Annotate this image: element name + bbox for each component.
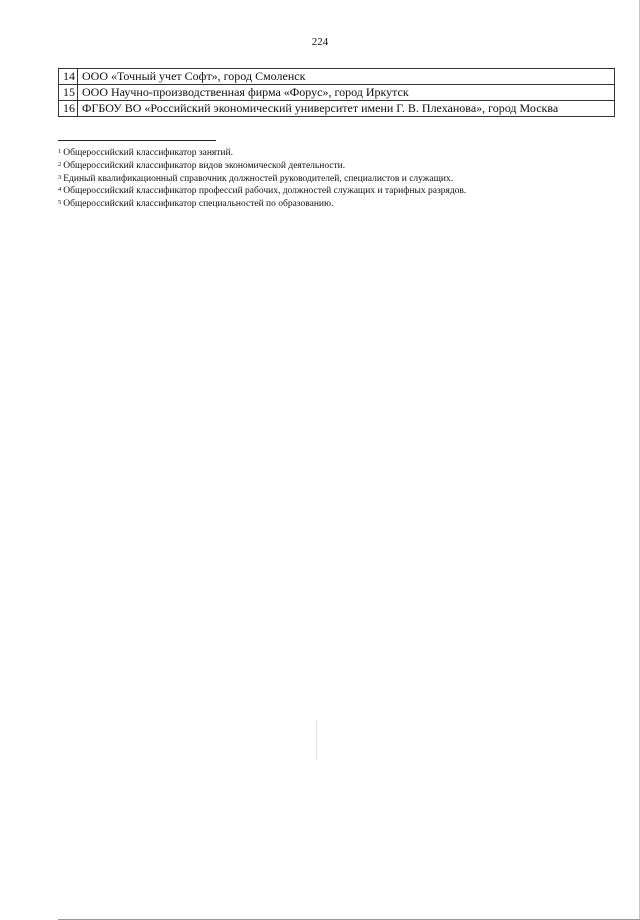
page-number: 224 — [311, 36, 329, 48]
footnote-mark: 1 — [58, 148, 62, 155]
table-row — [59, 85, 615, 101]
footnote-text: Общероссийский классификатор специальностей по образованию. — [63, 199, 334, 210]
organization-name: ФГБОУ ВО «Российский экономический университет имени Г. В. Плеханова», город Москва — [78, 101, 615, 117]
row-number: 14 — [59, 69, 78, 85]
footnote-mark: 2 — [58, 160, 62, 168]
table-row — [59, 101, 615, 117]
organization-name: ООО Научно-производственная фирма «Форус», город Иркутск — [78, 85, 615, 101]
footnote-text: Общероссийский классификатор занятий. — [63, 148, 233, 158]
row-number: 16 — [59, 101, 78, 117]
scan-artifact — [316, 720, 317, 760]
footnote-text: Общероссийский классификатор профессий рабочих, должностей служащих и тарифных разрядов. — [63, 186, 467, 197]
footnote-5 — [58, 198, 618, 211]
footnote-mark: 5 — [58, 199, 62, 207]
organizations-table — [58, 68, 615, 117]
footnote-4 — [58, 185, 618, 198]
footnote-text: Общероссийский классификатор видов экономической деятельности. — [63, 160, 346, 171]
footnote-separator — [58, 140, 216, 141]
footnote-3 — [58, 173, 618, 186]
footnote-2 — [58, 160, 618, 173]
footnotes — [58, 147, 618, 211]
footnote-1 — [58, 147, 618, 160]
footnote-mark: 3 — [58, 173, 62, 181]
footnote-mark: 4 — [58, 186, 62, 194]
row-number: 15 — [59, 85, 78, 101]
footnote-text: Единый квалификационный справочник должностей руководителей, специалистов и служащих. — [63, 173, 454, 184]
table-row — [59, 69, 615, 85]
organization-name: ООО «Точный учет Софт», город Смоленск — [78, 69, 615, 85]
